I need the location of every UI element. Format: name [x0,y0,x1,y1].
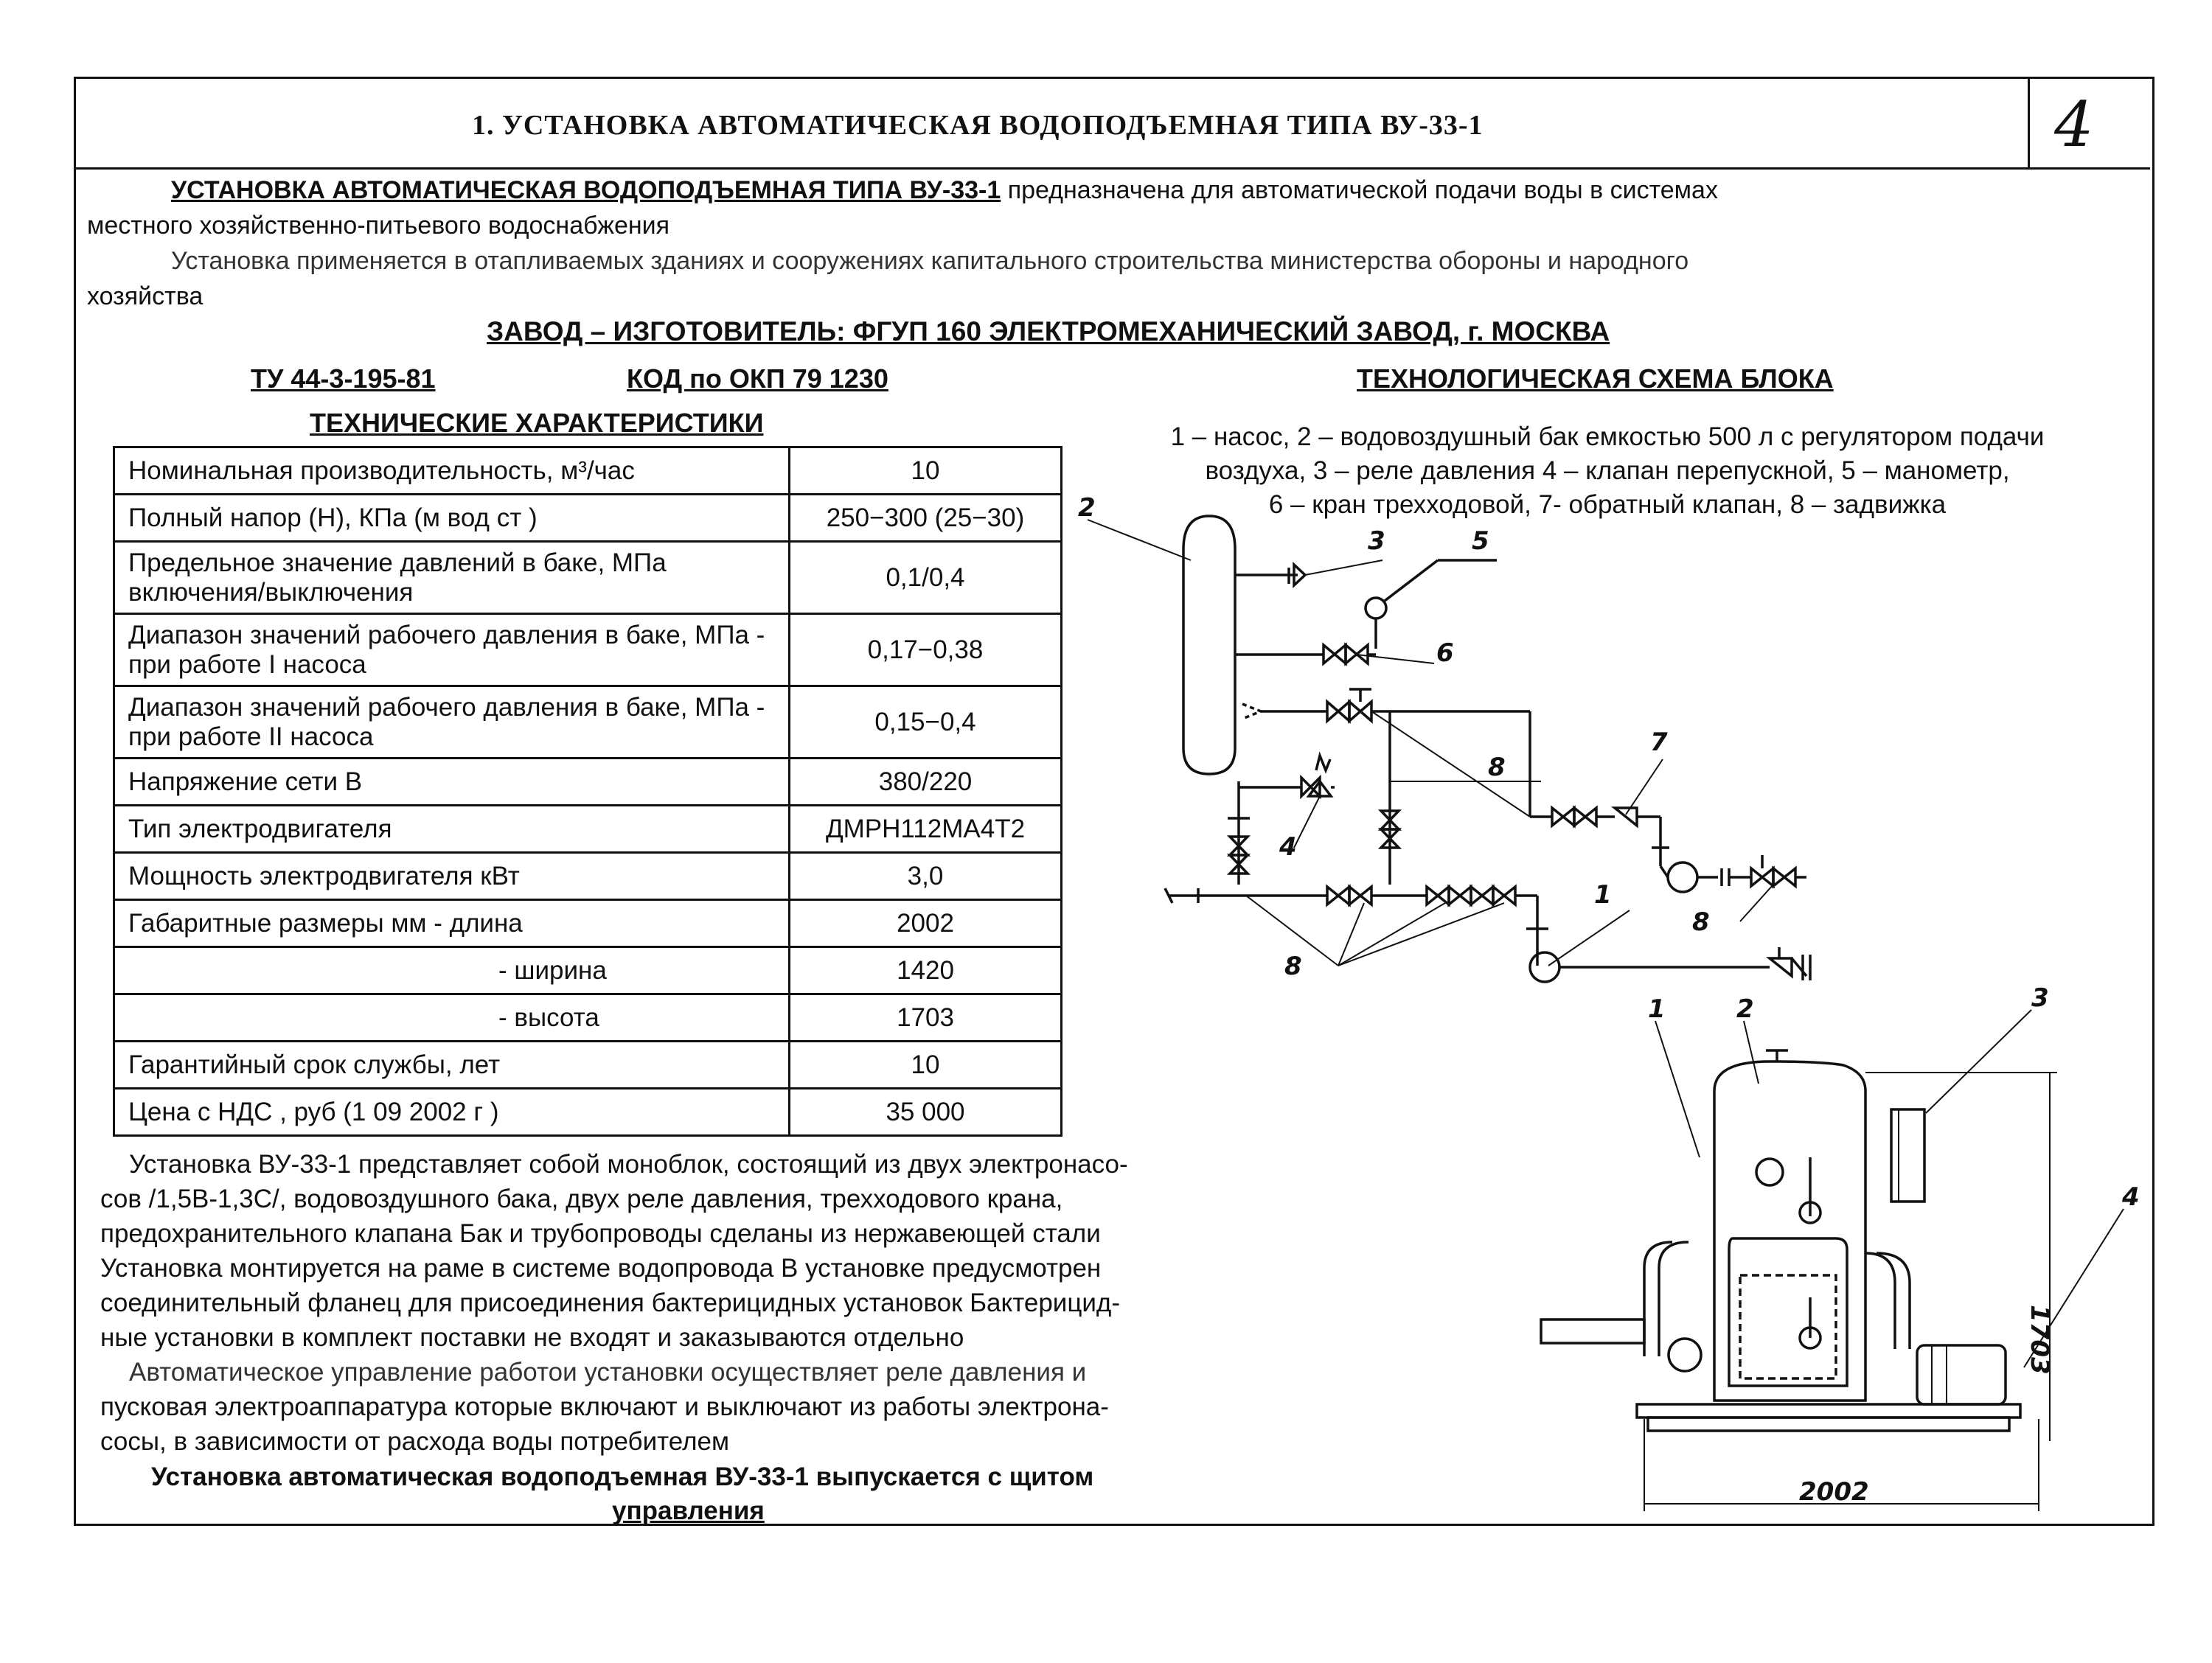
spec-value: 380/220 [790,759,1062,806]
spec-label: Цена с НДС , руб (1 09 2002 г ) [114,1089,790,1136]
lower-pipeline [1165,887,1548,966]
legend-line-1: 1 – насос, 2 – водовоздушный бак емкостью 500 л с регулятором подачи [1170,422,2045,451]
description-line: ные установки в комплект поставки не входят и заказываются отдельно [100,1323,964,1352]
spec-value: 1703 [790,994,1062,1042]
page-number: 4 [2054,88,2094,161]
footer-line-1: Установка автоматическая водоподъемная ВУ-33-1 выпускается с щитом [151,1462,1094,1491]
spec-label: Диапазон значений рабочего давления в баке, МПа - при работе I насоса [114,614,790,686]
intro-line-2: местного хозяйственно-питьевого водоснабжения [87,212,670,240]
scheme-label-7: 7 [1650,728,1668,757]
valve-8-leader [1371,711,1541,817]
pump-symbol [1530,910,1810,982]
scheme-label-8: 8 [1284,952,1302,981]
description-line: Установка ВУ-33-1 представляет собой моноблок, состоящий из двух электронасо- [129,1150,1128,1179]
usage-line-1: Установка применяется в отапливаемых зданиях и сооружениях капитального строительства министерства обороны и народного [171,247,1689,275]
spec-label: - ширина [114,947,790,994]
drawing-label-4: 4 [2122,1182,2140,1212]
dimension-length: 2002 [1799,1477,1869,1507]
spec-label: Тип электродвигателя [114,806,790,853]
spec-value: 35 000 [790,1089,1062,1136]
legend-line-3: 6 – кран трехходовой, 7- обратный клапан, 8 – задвижка [1268,490,1947,519]
legend-line-2: воздуха, 3 – реле давления 4 – клапан перепускной, 5 – манометр, [1205,456,2010,485]
spec-value: 0,1/0,4 [790,542,1062,614]
drawing-label-3: 3 [2031,983,2049,1013]
spec-label: Мощность электродвигателя кВт [114,853,790,900]
spec-value: 10 [790,447,1062,495]
description-line: пусковая электроаппаратура которые включают и выключают из работы электрона- [100,1392,1109,1421]
scheme-label-3: 3 [1368,526,1385,556]
scheme-label-8: 8 [1488,753,1506,782]
footer-line-2: управления [612,1496,765,1525]
spec-label: Габаритные размеры мм - длина [114,900,790,947]
spec-label: - высота [114,994,790,1042]
pump-symbol [1660,855,1806,921]
drawing-label-1: 1 [1648,994,1666,1024]
dimension-height: 1703 [2025,1305,2054,1375]
spec-label: Диапазон значений рабочего давления в баке, МПа - при работе II насоса [114,686,790,759]
tank-symbol [1088,516,1298,774]
okp-code: КОД по ОКП 79 1230 [627,363,888,394]
scheme-label-2: 2 [1078,493,1096,523]
tu-number: ТУ 44-3-195-81 [251,363,436,394]
scheme-label-1: 1 [1594,880,1612,910]
middle-branch [1381,711,1399,885]
spec-label: Полный напор (Н), КПа (м вод ст ) [114,495,790,542]
spec-value: 2002 [790,900,1062,947]
spec-value: ДМРН112МА4Т2 [790,806,1062,853]
spec-value: 0,17−0,38 [790,614,1062,686]
spec-label: Предельное значение давлений в баке, МПа включения/выключения [114,542,790,614]
description-line: Установка монтируется на раме в системе водопровода В установке предусмотрен [100,1254,1102,1283]
description-line: соединительный фланец для присоединения бактерицидных установок Бактерицид- [100,1289,1121,1317]
pressure-relay-symbol [1289,560,1382,585]
scheme-label-8: 8 [1692,907,1710,937]
scheme-label-5: 5 [1472,526,1489,556]
spec-value: 0,15−0,4 [790,686,1062,759]
intro-purpose: предназначена для автоматической подачи воды в системах [1001,176,1718,204]
usage-line-2: хозяйства [87,282,204,310]
drawing-label-2: 2 [1736,994,1754,1024]
scheme-label-4: 4 [1279,832,1297,862]
installation-drawing [1541,1010,2124,1511]
three-way-valve-symbol [1235,645,1434,663]
upper-pipeline [1242,689,1669,866]
tech-heading: ТЕХНИЧЕСКИЕ ХАРАКТЕРИСТИКИ [310,408,764,438]
left-branch [1228,756,1335,885]
spec-value: 3,0 [790,853,1062,900]
description-line: сосы, в зависимости от расхода воды потребителем [100,1427,730,1456]
spec-value: 10 [790,1042,1062,1089]
description-line: предохранительного клапана Бак и трубопроводы сделаны из нержавеющей стали [100,1219,1101,1248]
scheme-heading: ТЕХНОЛОГИЧЕСКАЯ СХЕМА БЛОКА [1357,363,1834,394]
spec-label: Напряжение сети В [114,759,790,806]
description-line: сов /1,5В-1,3С/, водовоздушного бака, двух реле давления, трехходового крана, [100,1185,1063,1213]
scheme-label-6: 6 [1436,638,1454,668]
manometer-symbol [1366,560,1497,649]
page-title: 1. УСТАНОВКА АВТОМАТИЧЕСКАЯ ВОДОПОДЪЕМНАЯ ТИПА ВУ-33-1 [472,110,1484,141]
spec-value: 250−300 (25−30) [790,495,1062,542]
description-line: Автоматическое управление работои установки осуществляет реле давления и [129,1358,1087,1387]
spec-label: Гарантийный срок службы, лет [114,1042,790,1089]
intro-heading: УСТАНОВКА АВТОМАТИЧЕСКАЯ ВОДОПОДЪЕМНАЯ ТИПА ВУ-33-1 [171,176,1001,204]
spec-label: Номинальная производительность, м³/час [114,447,790,495]
spec-value: 1420 [790,947,1062,994]
manufacturer: ЗАВОД – ИЗГОТОВИТЕЛЬ: ФГУП 160 ЭЛЕКТРОМЕХАНИЧЕСКИЙ ЗАВОД, г. МОСКВА [487,316,1610,346]
